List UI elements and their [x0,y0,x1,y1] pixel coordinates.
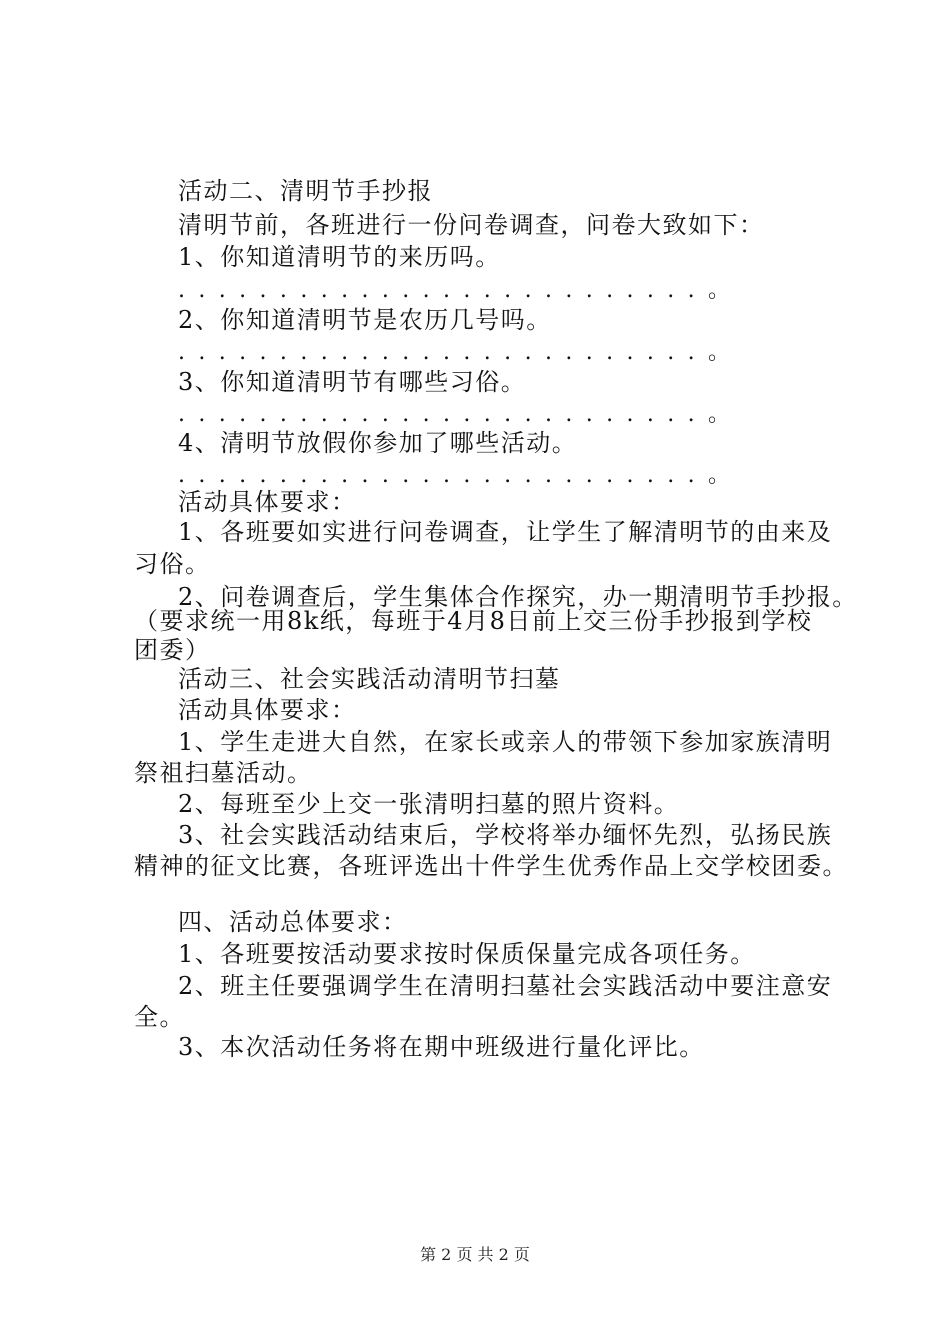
question-4: 4、清明节放假你参加了哪些活动。 [178,429,578,457]
answer-dots-3: . . . . . . . . . . . . . . . . . . . . . . . . . . 。 [178,402,734,427]
requirement-2-cont: （要求统一用8k纸，每班于4月8日前上交三份手抄报到学校 [134,607,813,635]
overall-req-1: 1、各班要按活动要求按时保质保量完成各项任务。 [178,940,756,968]
activity-three-req-2: 2、每班至少上交一张清明扫墓的照片资料。 [178,790,680,818]
page-footer: 第 2 页 共 2 页 [420,1245,530,1264]
question-1: 1、你知道清明节的来历吗。 [178,243,501,271]
requirement-2: 2、问卷调查后，学生集体合作探究，办一期清明节手抄报。 [178,583,858,611]
overall-req-2: 2、班主任要强调学生在清明扫墓社会实践活动中要注意安 [178,972,833,1000]
activity-three-req-1: 1、学生走进大自然，在家长或亲人的带领下参加家族清明 [178,728,833,756]
activity-three-req-3: 3、社会实践活动结束后，学校将举办缅怀先烈，弘扬民族 [178,821,833,849]
requirement-1-cont: 习俗。 [134,550,211,578]
section-four-heading: 四、活动总体要求： [178,908,408,936]
answer-dots-2: . . . . . . . . . . . . . . . . . . . . . . . . . . 。 [178,340,734,365]
overall-req-3: 3、本次活动任务将在期中班级进行量化评比。 [178,1033,705,1061]
question-2: 2、你知道清明节是农历几号吗。 [178,306,552,334]
activity-three-req-3-cont: 精神的征文比赛，各班评选出十件学生优秀作品上交学校团委。 [134,852,848,880]
activity-three-req-1-cont: 祭祖扫墓活动。 [134,759,313,787]
activity-two-heading: 活动二、清明节手抄报 [178,177,433,205]
question-3: 3、你知道清明节有哪些习俗。 [178,368,527,396]
survey-intro: 清明节前，各班进行一份问卷调查，问卷大致如下： [178,211,765,239]
overall-req-2-cont: 全。 [134,1003,185,1031]
requirement-2-cont2: 团委） [134,636,211,664]
answer-dots-4: . . . . . . . . . . . . . . . . . . . . . . . . . . 。 [178,463,734,488]
requirements-heading: 活动具体要求： [178,488,357,516]
answer-dots-1: . . . . . . . . . . . . . . . . . . . . . . . . . . 。 [178,278,734,303]
requirement-1: 1、各班要如实进行问卷调查，让学生了解清明节的由来及 [178,518,833,546]
activity-three-heading: 活动三、社会实践活动清明节扫墓 [178,665,561,693]
requirements-heading-2: 活动具体要求： [178,696,357,724]
